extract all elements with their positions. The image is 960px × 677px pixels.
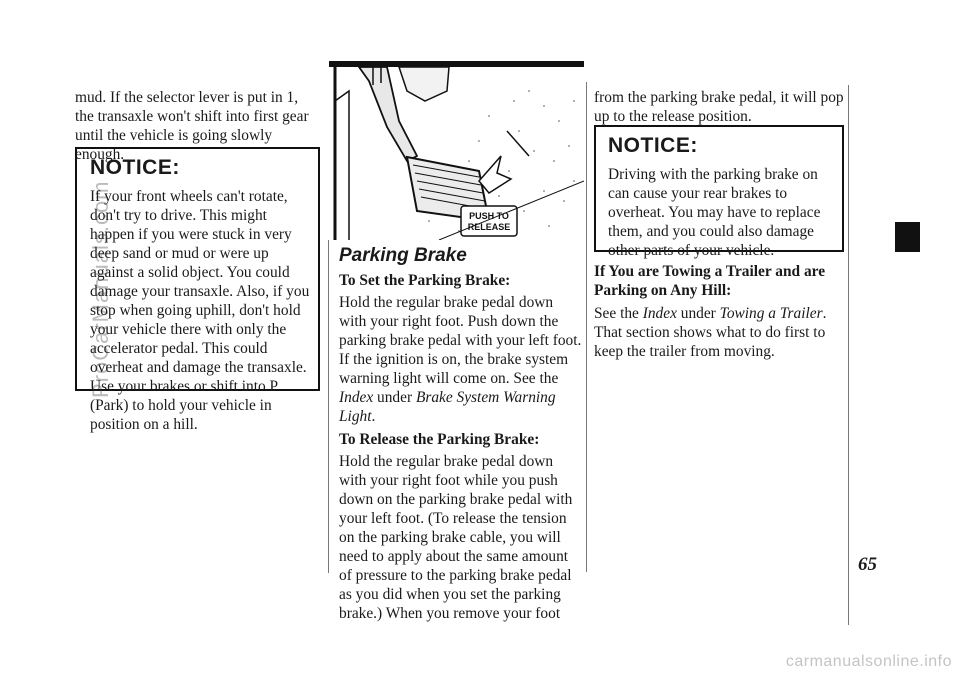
notice-box-right — [594, 125, 844, 259]
right-column-bottom — [594, 262, 844, 361]
column-divider-left — [328, 240, 329, 573]
intro-text: mud. If the selector lever is put in 1, the transaxle won't shift into first gear until the vehicle is going slowly enough. — [75, 89, 309, 163]
brake-warning-reference: Brake System Warning Light — [339, 389, 556, 425]
middle-column — [339, 246, 583, 623]
page-number: 65 — [858, 554, 877, 575]
chapter-tab-marker — [895, 222, 920, 252]
index-reference: Index — [642, 305, 677, 322]
towing-trailer-reference: Towing a Trailer — [719, 305, 823, 322]
set-text-part: under — [373, 389, 416, 406]
release-parking-brake-text: Hold the regular brake pedal down with your right foot while you push down on the parking brake pedal with your left foot. (To release the tension on the parking brake cable, you will need to apply about the same amount of pressure to the parking brake pedal as you did when you set the parking brake.) When you remove your foot — [339, 453, 573, 622]
set-parking-brake-heading: To Set the Parking Brake: — [339, 272, 511, 289]
notice-text: If your front wheels can't rotate, don't try to drive. This might happen if you were stuck in very deep sand or mud or were up against a solid object. You could damage your transaxle. Also, if you stop when going uphill, don't hold your vehicle there with only the accelerator pedal. This could overheat and damage the transaxle. Use your brakes or shift into P (Park) to hold your vehicle in position on a hill. — [90, 188, 310, 433]
continued-text: from the parking brake pedal, it will pop up to the release position. — [594, 89, 844, 125]
pedal-label-line1: PUSH TO — [469, 211, 509, 221]
page-edge-rule — [848, 85, 849, 625]
column-divider-right — [586, 82, 587, 572]
watermark-text: ProCarManuals.com — [88, 180, 113, 398]
index-reference: Index — [339, 389, 374, 406]
towing-text-part: under — [676, 305, 720, 322]
section-heading-parking-brake: Parking Brake — [339, 245, 467, 266]
towing-heading: If You are Towing a Trailer and are Parking on Any Hill: — [594, 263, 826, 299]
notice-title: NOTICE: — [90, 156, 180, 179]
notice-text: Driving with the parking brake on can cause your rear brakes to overheat. You may have to replace them, and you could also damage other parts of your vehicle. — [608, 166, 821, 259]
set-text-part: Hold the regular brake pedal down with your right foot. Push down the parking brake pedal with your left foot. If the ignition is on, the brake system warning light will come on. See the — [339, 294, 582, 387]
parking-brake-illustration — [329, 61, 584, 240]
footer-url: carmanualsonline.info — [785, 653, 952, 670]
set-text-part: . — [371, 408, 376, 425]
towing-text-part: . That section shows what to do first to keep the trailer from moving. — [594, 305, 827, 360]
pedal-label-line2: RELEASE — [467, 222, 511, 232]
towing-text — [594, 304, 844, 361]
towing-text-part: See the — [594, 305, 643, 322]
watermark — [86, 180, 116, 400]
release-parking-brake-heading: To Release the Parking Brake: — [339, 431, 540, 448]
set-parking-brake-text — [339, 293, 583, 426]
right-column-top — [594, 88, 844, 126]
notice-title: NOTICE: — [608, 134, 698, 157]
